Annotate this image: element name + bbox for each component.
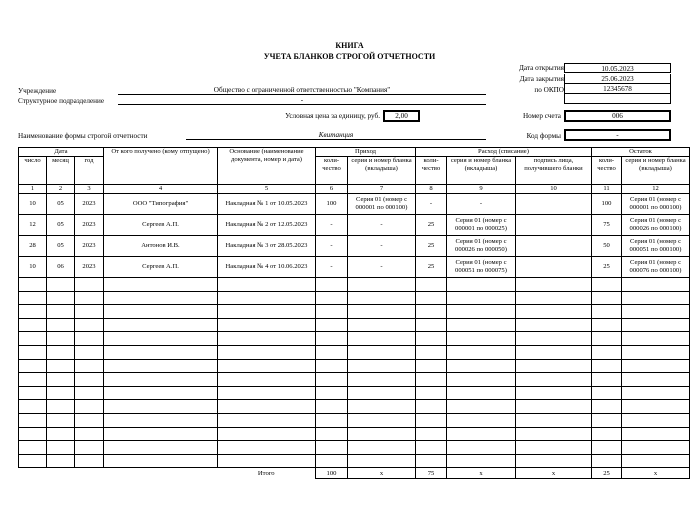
empty-cell <box>416 359 447 373</box>
empty-cell <box>592 291 622 305</box>
cell-out-series: Серия 01 (номер с 000001 по 000025) <box>447 215 516 236</box>
institution-value: Общество с ограниченной ответственностью "Компания" <box>118 85 486 95</box>
empty-cell <box>592 318 622 332</box>
cell-year: 2023 <box>75 257 104 278</box>
cell-bal-qty: 50 <box>592 236 622 257</box>
empty-cell <box>516 400 592 414</box>
empty-cell <box>47 345 75 359</box>
cell-out-sign <box>516 194 592 215</box>
empty-cell <box>104 291 218 305</box>
unit-price-value: 2,00 <box>383 110 420 122</box>
empty-table-row <box>19 278 690 292</box>
table-row <box>19 215 690 236</box>
empty-cell <box>622 291 690 305</box>
empty-cell <box>516 305 592 319</box>
empty-cell <box>75 400 104 414</box>
empty-cell <box>316 345 348 359</box>
empty-cell <box>516 386 592 400</box>
empty-cell <box>218 400 316 414</box>
cell-in-series: - <box>348 215 416 236</box>
empty-cell <box>316 318 348 332</box>
empty-cell <box>622 318 690 332</box>
form-name-label: Наименование формы строгой отчетности <box>18 132 148 140</box>
empty-cell <box>416 278 447 292</box>
empty-cell <box>592 441 622 455</box>
empty-cell <box>447 332 516 346</box>
empty-cell <box>316 386 348 400</box>
cell-out-sign <box>516 257 592 278</box>
empty-cell <box>447 359 516 373</box>
empty-cell <box>348 318 416 332</box>
col-number: 3 <box>75 185 104 194</box>
cell-in-qty: - <box>316 257 348 278</box>
empty-cell <box>75 413 104 427</box>
header-month: месяц <box>47 157 75 185</box>
empty-cell <box>592 278 622 292</box>
empty-cell <box>516 332 592 346</box>
empty-cell <box>416 400 447 414</box>
empty-cell <box>19 400 47 414</box>
empty-cell <box>622 332 690 346</box>
cell-day: 28 <box>19 236 47 257</box>
empty-cell <box>348 305 416 319</box>
empty-cell <box>104 427 218 441</box>
empty-cell <box>75 427 104 441</box>
empty-cell <box>316 413 348 427</box>
empty-cell <box>592 400 622 414</box>
open-date-value: 10.05.2023 <box>564 63 671 73</box>
col-number: 1 <box>19 185 47 194</box>
empty-cell <box>416 441 447 455</box>
cell-month: 05 <box>47 236 75 257</box>
cell-out-series: - <box>447 194 516 215</box>
header-in-series: серия и номер бланка (вкладыша) <box>348 157 416 185</box>
empty-cell <box>75 345 104 359</box>
empty-cell <box>592 427 622 441</box>
col-number: 8 <box>416 185 447 194</box>
account-number-label: Номер счета <box>522 112 561 120</box>
cell-day: 10 <box>19 194 47 215</box>
empty-cell <box>316 305 348 319</box>
empty-cell <box>218 305 316 319</box>
header-from: От кого получено (кому отпущено) <box>104 148 218 185</box>
empty-cell <box>104 278 218 292</box>
empty-table-row <box>19 400 690 414</box>
empty-cell <box>75 454 104 468</box>
empty-cell <box>348 345 416 359</box>
empty-cell <box>348 386 416 400</box>
empty-cell <box>416 291 447 305</box>
total-out-series: х <box>447 468 516 479</box>
col-number: 12 <box>622 185 690 194</box>
total-out-qty: 75 <box>416 468 447 479</box>
header-out-qty: коли-чество <box>416 157 447 185</box>
empty-cell <box>218 413 316 427</box>
header-bal-qty: коли-чество <box>592 157 622 185</box>
cell-bal-qty: 75 <box>592 215 622 236</box>
empty-cell <box>516 427 592 441</box>
empty-cell <box>47 291 75 305</box>
empty-cell <box>75 359 104 373</box>
empty-cell <box>316 400 348 414</box>
col-number: 7 <box>348 185 416 194</box>
empty-table-row <box>19 318 690 332</box>
empty-cell <box>47 454 75 468</box>
empty-cell <box>47 400 75 414</box>
account-number-value: 006 <box>564 110 671 122</box>
empty-cell <box>622 305 690 319</box>
cell-from: Сергеев А.П. <box>104 257 218 278</box>
empty-cell <box>622 441 690 455</box>
empty-cell <box>622 345 690 359</box>
cell-out-series: Серия 01 (номер с 000051 по 000075) <box>447 257 516 278</box>
cell-month: 05 <box>47 215 75 236</box>
empty-cell <box>348 373 416 387</box>
empty-cell <box>316 441 348 455</box>
empty-cell <box>47 427 75 441</box>
empty-cell <box>218 441 316 455</box>
col-number: 11 <box>592 185 622 194</box>
col-number: 5 <box>218 185 316 194</box>
empty-cell <box>47 359 75 373</box>
institution-label: Учреждение <box>18 87 57 95</box>
empty-table-row <box>19 413 690 427</box>
empty-cell <box>104 400 218 414</box>
empty-cell <box>516 345 592 359</box>
okpo-label: по ОКПО <box>534 86 564 94</box>
header-year: год <box>75 157 104 185</box>
division-label: Структурное подразделение <box>18 97 105 105</box>
close-date-value: 25.06.2023 <box>564 74 671 84</box>
cell-month: 05 <box>47 194 75 215</box>
cell-bal-series: Серия 01 (номер с 000001 по 000100) <box>622 194 690 215</box>
header-day: число <box>19 157 47 185</box>
cell-out-qty: 25 <box>416 257 447 278</box>
empty-cell <box>47 413 75 427</box>
total-in-qty: 100 <box>316 468 348 479</box>
col-number: 10 <box>516 185 592 194</box>
empty-cell <box>316 278 348 292</box>
cell-out-qty: 25 <box>416 236 447 257</box>
empty-cell <box>75 332 104 346</box>
empty-cell <box>447 386 516 400</box>
empty-cell <box>416 427 447 441</box>
col-number: 6 <box>316 185 348 194</box>
cell-year: 2023 <box>75 236 104 257</box>
header-balance-group: Остаток <box>592 148 690 157</box>
empty-cell <box>416 373 447 387</box>
unit-price-label: Условная цена за единицу, руб. <box>285 112 380 120</box>
header-date-group: Дата <box>19 148 104 157</box>
header-out-sign: подпись лица, получившего бланки <box>516 157 592 185</box>
empty-table-row <box>19 454 690 468</box>
empty-cell <box>516 318 592 332</box>
empty-cell <box>75 373 104 387</box>
header-received-group: Приход <box>316 148 416 157</box>
division-value: - <box>118 95 486 105</box>
cell-bal-qty: 100 <box>592 194 622 215</box>
empty-cell <box>316 332 348 346</box>
cell-from: Антонов И.В. <box>104 236 218 257</box>
empty-cell <box>447 413 516 427</box>
empty-cell <box>592 413 622 427</box>
empty-cell <box>348 359 416 373</box>
okpo-value: 12345678 <box>564 84 671 94</box>
empty-cell <box>218 332 316 346</box>
empty-cell <box>104 386 218 400</box>
empty-cell <box>348 278 416 292</box>
empty-cell <box>592 373 622 387</box>
empty-cell <box>348 413 416 427</box>
empty-table-row <box>19 359 690 373</box>
empty-cell <box>622 359 690 373</box>
empty-cell <box>218 278 316 292</box>
col-number: 9 <box>447 185 516 194</box>
cell-in-series: - <box>348 257 416 278</box>
table-row <box>19 194 690 215</box>
empty-cell <box>218 454 316 468</box>
empty-cell <box>19 291 47 305</box>
empty-cell <box>316 373 348 387</box>
empty-cell <box>622 373 690 387</box>
empty-cell <box>104 454 218 468</box>
empty-cell <box>622 278 690 292</box>
empty-cell <box>592 454 622 468</box>
total-bal-qty: 25 <box>592 468 622 479</box>
cell-in-qty: 100 <box>316 194 348 215</box>
empty-cell <box>19 386 47 400</box>
cell-day: 12 <box>19 215 47 236</box>
empty-cell <box>104 441 218 455</box>
empty-cell <box>19 332 47 346</box>
total-out-sign: х <box>516 468 592 479</box>
empty-cell <box>447 345 516 359</box>
empty-table-row <box>19 427 690 441</box>
cell-from: ООО "Типография" <box>104 194 218 215</box>
empty-table-row <box>19 332 690 346</box>
empty-cell <box>348 427 416 441</box>
empty-cell <box>316 359 348 373</box>
header-basis: Основание (наименование документа, номер и дата) <box>218 148 316 185</box>
cell-bal-series: Серия 01 (номер с 000051 по 000100) <box>622 236 690 257</box>
cell-in-series: Серия 01 (номер с 000001 по 000100) <box>348 194 416 215</box>
empty-cell <box>75 291 104 305</box>
cell-bal-series: Серия 01 (номер с 000026 по 000100) <box>622 215 690 236</box>
empty-cell <box>19 345 47 359</box>
empty-cell <box>104 345 218 359</box>
empty-cell <box>47 332 75 346</box>
empty-cell <box>19 359 47 373</box>
empty-cell <box>316 427 348 441</box>
cell-day: 10 <box>19 257 47 278</box>
empty-table-row <box>19 345 690 359</box>
empty-cell <box>75 441 104 455</box>
empty-cell <box>348 441 416 455</box>
cell-out-qty: 25 <box>416 215 447 236</box>
header-in-qty: коли-чество <box>316 157 348 185</box>
total-label: Итого <box>218 468 316 479</box>
empty-cell <box>348 291 416 305</box>
empty-cell <box>218 359 316 373</box>
empty-cell <box>47 441 75 455</box>
cell-basis: Накладная № 2 от 12.05.2023 <box>218 215 316 236</box>
empty-cell <box>75 318 104 332</box>
empty-cell <box>348 454 416 468</box>
empty-cell <box>622 400 690 414</box>
header-out-series: серия и номер бланка (вкладыша) <box>447 157 516 185</box>
empty-cell <box>75 305 104 319</box>
empty-cell <box>622 427 690 441</box>
cell-out-qty: - <box>416 194 447 215</box>
empty-table-row <box>19 373 690 387</box>
empty-cell <box>19 318 47 332</box>
close-date-label: Дата закрытия <box>519 75 564 83</box>
header-bal-series: серия и номер бланка (вкладыша) <box>622 157 690 185</box>
form-name-value: Квитанция <box>186 130 486 140</box>
document-title-line1: КНИГА <box>335 41 364 50</box>
empty-cell <box>19 441 47 455</box>
empty-cell <box>447 373 516 387</box>
cell-out-series: Серия 01 (номер с 000026 по 000050) <box>447 236 516 257</box>
empty-cell <box>447 454 516 468</box>
empty-cell <box>447 278 516 292</box>
cell-out-sign <box>516 236 592 257</box>
empty-cell <box>19 373 47 387</box>
okpo-extra-cell <box>564 94 671 104</box>
empty-cell <box>19 413 47 427</box>
empty-cell <box>622 413 690 427</box>
empty-cell <box>516 373 592 387</box>
empty-cell <box>218 345 316 359</box>
empty-cell <box>416 318 447 332</box>
empty-cell <box>516 413 592 427</box>
empty-cell <box>447 318 516 332</box>
empty-cell <box>316 454 348 468</box>
cell-basis: Накладная № 4 от 10.06.2023 <box>218 257 316 278</box>
empty-rows <box>19 278 690 468</box>
cell-year: 2023 <box>75 194 104 215</box>
cell-year: 2023 <box>75 215 104 236</box>
empty-cell <box>104 373 218 387</box>
empty-cell <box>19 278 47 292</box>
empty-cell <box>75 278 104 292</box>
table-row <box>19 257 690 278</box>
total-in-series: х <box>348 468 416 479</box>
empty-cell <box>447 305 516 319</box>
empty-cell <box>104 332 218 346</box>
col-number: 2 <box>47 185 75 194</box>
empty-cell <box>218 318 316 332</box>
document-title-line2: УЧЕТА БЛАНКОВ СТРОГОЙ ОТЧЕТНОСТИ <box>263 52 436 61</box>
cell-basis: Накладная № 1 от 10.05.2023 <box>218 194 316 215</box>
total-row <box>19 468 690 479</box>
empty-cell <box>592 305 622 319</box>
empty-cell <box>218 427 316 441</box>
empty-cell <box>218 373 316 387</box>
empty-cell <box>47 305 75 319</box>
empty-cell <box>516 359 592 373</box>
empty-cell <box>447 291 516 305</box>
empty-cell <box>19 427 47 441</box>
empty-cell <box>218 386 316 400</box>
cell-month: 06 <box>47 257 75 278</box>
empty-cell <box>47 373 75 387</box>
empty-cell <box>416 413 447 427</box>
empty-cell <box>47 318 75 332</box>
empty-cell <box>47 278 75 292</box>
total-bal-series: х <box>622 468 690 479</box>
cell-bal-qty: 25 <box>592 257 622 278</box>
empty-cell <box>516 278 592 292</box>
empty-table-row <box>19 291 690 305</box>
empty-cell <box>447 400 516 414</box>
empty-cell <box>75 386 104 400</box>
empty-cell <box>447 441 516 455</box>
cell-out-sign <box>516 215 592 236</box>
empty-cell <box>447 427 516 441</box>
empty-cell <box>416 305 447 319</box>
empty-cell <box>516 441 592 455</box>
empty-cell <box>104 359 218 373</box>
empty-cell <box>348 400 416 414</box>
empty-cell <box>592 359 622 373</box>
cell-bal-series: Серия 01 (номер с 000076 по 000100) <box>622 257 690 278</box>
empty-cell <box>592 332 622 346</box>
header-expense-group: Расход (списание) <box>416 148 592 157</box>
empty-cell <box>592 345 622 359</box>
empty-table-row <box>19 305 690 319</box>
cell-from: Сергеев А.П. <box>104 215 218 236</box>
empty-cell <box>104 305 218 319</box>
empty-cell <box>416 454 447 468</box>
empty-cell <box>47 386 75 400</box>
open-date-label: Дата открытия <box>519 64 564 72</box>
table-row <box>19 236 690 257</box>
empty-table-row <box>19 386 690 400</box>
empty-cell <box>104 413 218 427</box>
empty-cell <box>348 332 416 346</box>
cell-in-series: - <box>348 236 416 257</box>
empty-cell <box>416 332 447 346</box>
empty-cell <box>19 305 47 319</box>
cell-in-qty: - <box>316 236 348 257</box>
empty-cell <box>516 454 592 468</box>
empty-cell <box>218 291 316 305</box>
empty-cell <box>516 291 592 305</box>
blanks-ledger-table <box>18 147 690 479</box>
empty-cell <box>19 454 47 468</box>
empty-cell <box>104 318 218 332</box>
empty-cell <box>592 386 622 400</box>
empty-cell <box>622 386 690 400</box>
col-number: 4 <box>104 185 218 194</box>
empty-cell <box>622 454 690 468</box>
empty-cell <box>316 291 348 305</box>
empty-cell <box>416 345 447 359</box>
empty-cell <box>416 386 447 400</box>
form-code-value: - <box>564 129 671 141</box>
cell-basis: Накладная № 3 от 28.05.2023 <box>218 236 316 257</box>
cell-in-qty: - <box>316 215 348 236</box>
form-code-label: Код формы <box>526 132 561 140</box>
empty-table-row <box>19 441 690 455</box>
